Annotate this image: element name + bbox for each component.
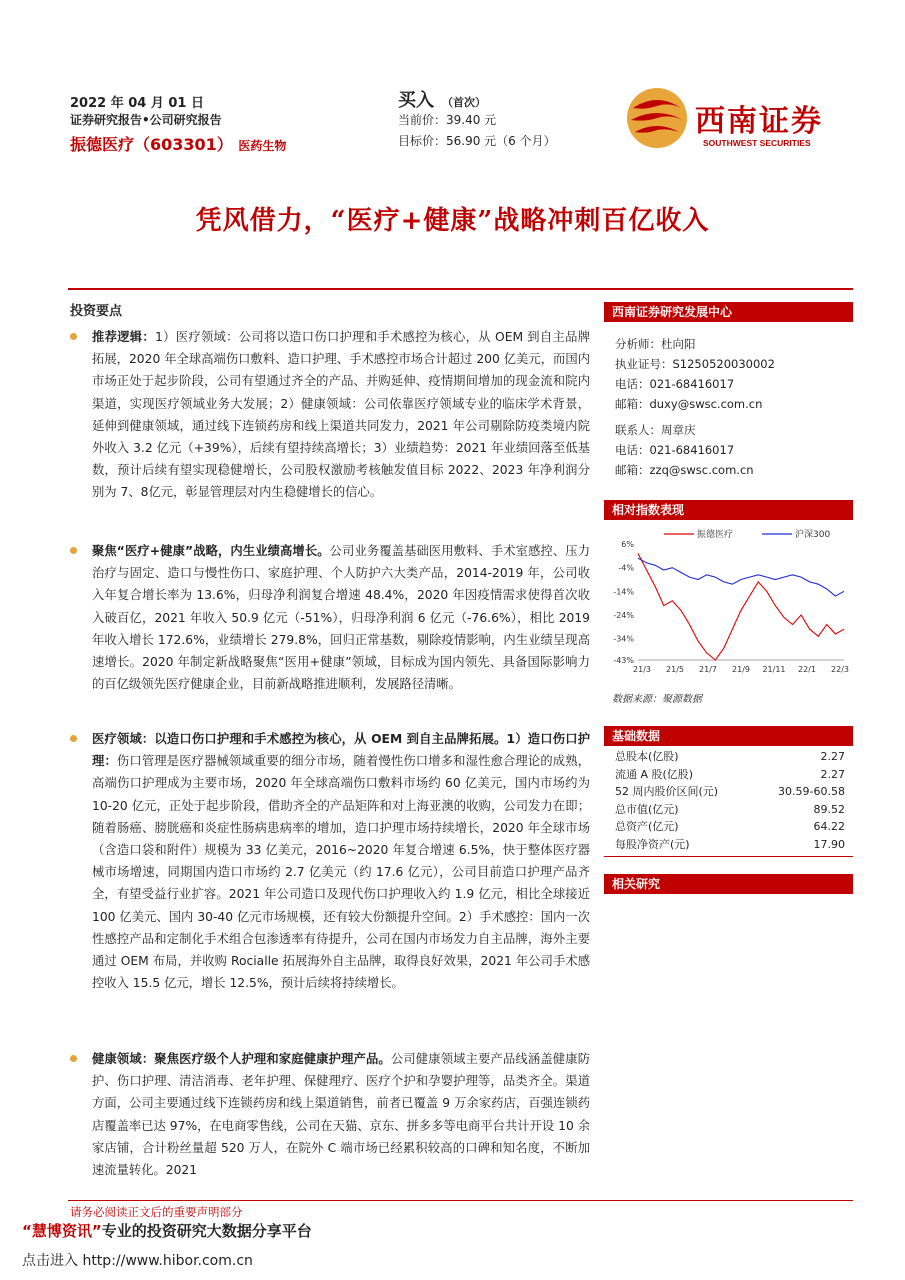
company-code: 振德医疗（603301） [70, 135, 233, 154]
logo-mark-icon [625, 86, 689, 150]
series-line [638, 554, 844, 661]
contact-line: 电话：021-68416017 [615, 443, 735, 457]
basic-value: 64.22 [813, 820, 845, 833]
bullet-icon [70, 1055, 77, 1062]
logo-chinese: 西南证券 [695, 104, 823, 139]
y-tick-label: -34% [613, 634, 634, 644]
basic-key: 52 周内股价区间(元) [615, 785, 719, 798]
paragraph-body: 公司健康领域主要产品线涵盖健康防护、伤口护理、清洁消毒、老年护理、保健理疗、医疗个护和孕婴护理等，品类齐全。渠道方面，公司主要通过线下连锁药房和线上渠道销售，前者已覆盖 9 万余家药店，百强连锁药店覆盖率已达 97%，在电商零售线，公司在天猫、京东、拼多多等电商平台共计开设 10 余家店铺，合计粉丝量超 520 万人，在院外 C 端市场已经累积较高的口碑和知名度，不断加速流量转化。2021 [92, 1052, 590, 1178]
paragraph-2 [70, 540, 590, 695]
basic-value: 2.27 [820, 750, 845, 763]
section-heading: 投资要点 [70, 304, 123, 319]
y-tick-label: 6% [621, 540, 634, 549]
x-tick-label: 21/5 [666, 665, 684, 674]
paragraph-body: 伤口管理是医疗器械领域重要的细分市场，随着慢性伤口增多和湿性愈合理论的成熟，高端伤口护理成为主要市场，2020 年全球高端伤口敷料市场约 60 亿美元，国内市场约为 10-20 亿元，正处于起步阶段，借助齐全的产品矩阵和对上海亚澳的收购，公司发力在即；随着肠癌、膀胱癌和炎症性肠病患病率的增加，造口护理市场持续增长，2020 年全球市场（含造口袋和附件）规模为 33 亿美元，2016~2020 年复合增速 6.5%，快于整体医疗器械市场增速，同期国内造口市场约 2.7 亿美元（约 17.6 亿元），公司目前造口护理产品齐全，有望受益行业扩容。2021 年公司造口及现代伤口护理收入约 1.9 亿元，相比全球接近 100 亿美元、国内 30-40 亿元市场规模，还有较大份额提升空间。2）手术感控：国内一次性感控产品和定制化手术组合包渗透率有待提升，公司在国内市场发力自主品牌，海外主要通过 OEM 布局，并收购 Rocialle 拓展海外自主品牌，取得良好效果，2021 年公司手术感控收入 15.5 亿元，增长 12.5%，预计后续将持续增长。 [92, 754, 590, 991]
rating-label: 买入 [398, 90, 434, 111]
basic-data-bar: 基础数据 [604, 726, 853, 746]
related-research-bar: 相关研究 [604, 874, 853, 894]
series-line [638, 558, 844, 596]
footer-divider [68, 1200, 853, 1201]
basic-value: 30.59-60.58 [778, 785, 845, 798]
basic-row [615, 748, 845, 766]
x-tick-label: 21/3 [633, 665, 651, 674]
basic-key: 总资产(亿元) [615, 820, 679, 833]
report-type: 证券研究报告•公司研究报告 [70, 113, 222, 127]
contact-line: 邮箱：zzq@swsc.com.cn [615, 463, 754, 477]
y-tick-label: -43% [613, 656, 634, 665]
industry-tag: 医药生物 [238, 139, 287, 153]
x-tick-label: 21/11 [762, 665, 786, 674]
paragraph-3 [70, 728, 590, 994]
legend-label: 振德医疗 [697, 530, 734, 540]
y-tick-label: -4% [618, 563, 634, 573]
basic-row [615, 766, 845, 784]
paragraph-lead: 健康领域：聚焦医疗级个人护理和家庭健康护理产品。 [92, 1052, 391, 1066]
watermark-slogan: 专业的投资研究大数据分享平台 [101, 1222, 312, 1240]
basic-row [615, 801, 845, 819]
paragraph-lead: 推荐逻辑： [92, 330, 156, 344]
target-price: 目标价：56.90 元（6 个月） [398, 134, 556, 148]
y-tick-label: -14% [613, 587, 634, 597]
basic-key: 总市值(亿元) [615, 802, 679, 816]
watermark-brand: “慧博资讯” [22, 1222, 102, 1240]
logo-english: SOUTHWEST SECURITIES [703, 138, 811, 148]
basic-key: 流通 A 股(亿股) [615, 767, 694, 781]
basic-data-rule [604, 856, 853, 857]
paragraph-lead: 医疗领域：以造口伤口护理和手术感控为核心，从 OEM 到自主品牌拓展。1）造口伤口护理： [92, 732, 590, 769]
basic-value: 17.90 [813, 837, 845, 851]
paragraph-body: 1）医疗领域：公司将以造口伤口护理和手术感控为核心，从 OEM 到自主品牌拓展，2020 年全球高端伤口敷料、造口护理、手术感控市场合计超过 200 亿美元，而国内市场正处于起步阶段，公司有望通过齐全的产品、并购延伸、疫情期间增加的现金流和院内渠道，实现医疗领域业务大发展；2）健康领域：公司依靠医疗领域专业的临床学术背景，延伸到健康领域，通过线下连锁药房和线上渠道共同发力，2021 年公司剔除防疫类境内院外收入 3.2 亿元（+39%），后续有望持续高增长；3）业绩趋势：2021 年业绩回落至低基数，预计后续有望实现稳健增长，公司股权激励考核触发值目标 2022、2023 年净利润分别为 7、8亿元，彰显管理层对内生稳健增长的信心。 [92, 330, 590, 500]
research-center-bar: 西南证券研究发展中心 [604, 302, 853, 322]
legend-label: 沪深300 [795, 530, 831, 540]
basic-value: 2.27 [820, 767, 845, 781]
basic-value: 89.52 [813, 802, 845, 816]
title-divider [68, 288, 853, 290]
company-logo [625, 86, 845, 156]
contact-line: 分析师：杜向阳 [615, 337, 696, 351]
data-source: 数据来源：聚源数据 [612, 694, 702, 705]
paragraph-4 [70, 1048, 590, 1181]
contact-line: 联系人：周章庆 [615, 423, 696, 437]
rating-note: （首次） [442, 96, 486, 109]
paragraph-1 [70, 326, 590, 504]
basic-key: 总股本(亿股) [615, 750, 679, 763]
bullet-icon [70, 735, 77, 742]
basic-row [615, 836, 845, 854]
watermark-line [22, 1220, 312, 1241]
current-price: 当前价：39.40 元 [398, 113, 497, 127]
basic-row [615, 818, 845, 836]
basic-data-table [615, 748, 845, 853]
relative-index-chart [604, 524, 853, 684]
paragraph-body: 公司业务覆盖基础医用敷料、手术室感控、压力治疗与固定、造口与慢性伤口、家庭护理、个人防护六大类产品，2014-2019 年，公司收入年复合增长率为 13.6%，归母净利润复合增速 48.4%，2020 年因疫情需求使得首次收入破百亿，2021 年收入 50.9 亿元（-51%），归母净利润 6 亿元（-76.6%），相比 2019 年收入增长 172.6%，业绩增长 279.8%，回归正常基数，剔除疫情影响，内生业绩呈现高速增长。2020 年制定新战略聚焦“医用+健康”领域，目标成为国内领先、具备国际影响力的百亿级领先医疗健康企业，目前新战略推进顺利，发展路径清晰。 [92, 544, 590, 692]
contact-line: 邮箱：duxy@swsc.com.cn [615, 397, 763, 411]
y-tick-label: -24% [613, 611, 634, 621]
index-chart-bar: 相对指数表现 [604, 500, 853, 520]
contact-list [615, 334, 775, 480]
basic-key: 每股净资产(元) [615, 837, 690, 851]
bullet-icon [70, 547, 77, 554]
report-title: 凭风借力，“医疗+健康”战略冲刺百亿收入 [195, 206, 710, 236]
bullet-icon [70, 333, 77, 340]
paragraph-lead: 聚焦“医疗+健康”战略，内生业绩高增长。 [92, 544, 330, 558]
disclaimer-note: 请务必阅读正文后的重要声明部分 [70, 1205, 243, 1219]
contact-line: 电话：021-68416017 [615, 377, 735, 391]
company-name [70, 132, 286, 155]
x-tick-label: 22/1 [798, 665, 816, 674]
watermark-link[interactable]: 点击进入 http://www.hibor.com.cn [22, 1253, 253, 1269]
rating [398, 86, 486, 112]
report-date: 2022 年 04 月 01 日 [70, 96, 204, 111]
x-tick-label: 21/7 [699, 665, 717, 674]
contact-line: 执业证号：S1250520030002 [615, 357, 775, 371]
x-tick-label: 21/9 [732, 665, 750, 674]
x-tick-label: 22/3 [831, 665, 849, 674]
basic-row [615, 783, 845, 801]
